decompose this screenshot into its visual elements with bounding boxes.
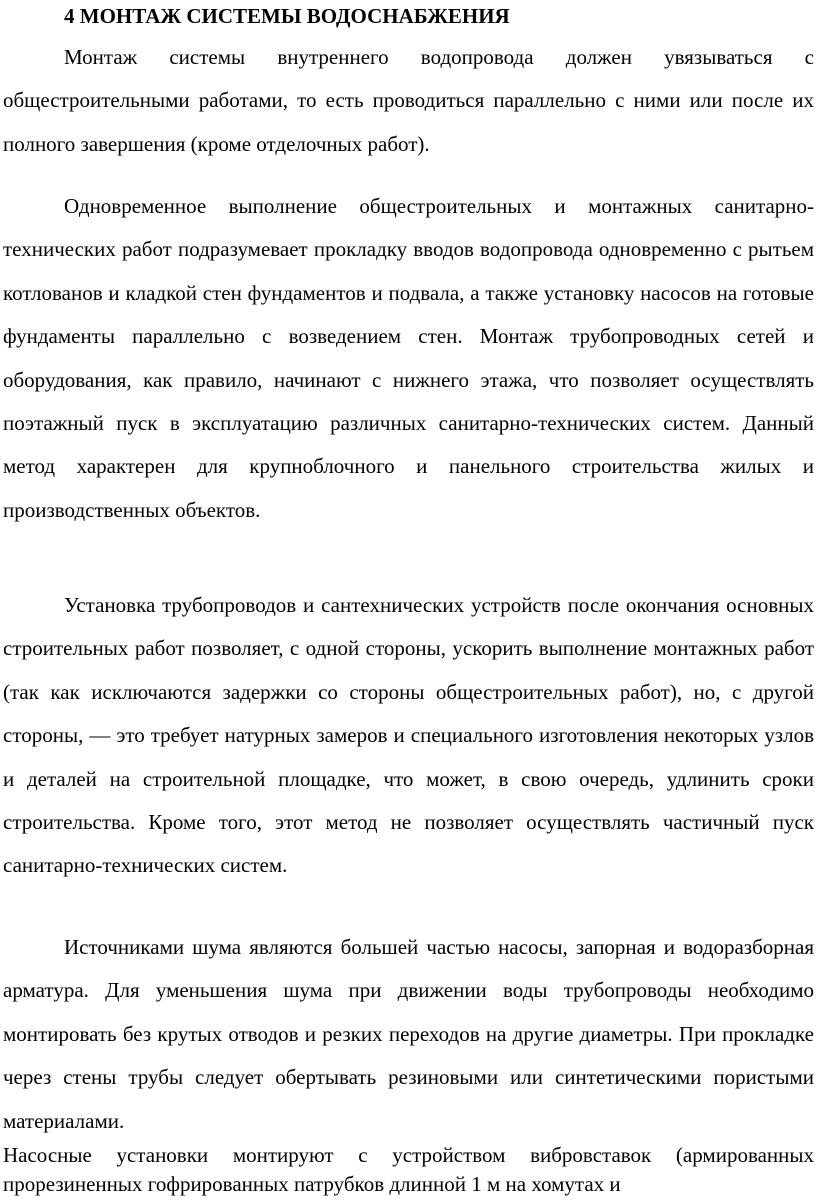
paragraph-4: Источниками шума являются большей частью насосы, запорная и водоразборная арматура. Для уменьшения шума при движении воды трубопроводы необходимо монтировать без крутых отводов и резких переходов на другие диаметры. При прокладке через стены трубы следует обертывать резиновыми или синтетическими пористыми материалами. [3,935,814,1133]
paragraph-1: Монтаж системы внутреннего водопровода должен увязываться с общестроительными работами, то есть проводиться параллельно с ними или после их полного завершения (кроме отделочных работ). [3,45,814,156]
paragraph-3: Установка трубопроводов и сантехнических устройств после окончания основных строительных работ позволяет, с одной стороны, ускорить выполнение монтажных работ (так как исключаются задержки со стороны общестроительных работ), но, с другой стороны, — это требует натурных замеров и специального изготовления некоторых узлов и деталей на строительной площадке, что может, в свою очередь, удлинить сроки строительства. Кроме того, этот метод не позволяет осуществлять частичный пуск санитарно-технических систем. [3,593,814,878]
section-heading: 4 МОНТАЖ СИСТЕМЫ ВОДОСНАБЖЕНИЯ [64,4,510,28]
paragraph-5: Насосные установки монтируют с устройством вибровставок (армированных прорезиненных гофрированных патрубков длинной 1 м на хомутах и [3,1143,814,1196]
paragraph-2: Одновременное выполнение общестроительных и монтажных санитарно-технических работ подразумевает прокладку вводов водопровода одновременно с рытьем котлованов и кладкой стен фундаментов и подвала, а также установку насосов на готовые фундаменты параллельно с возведением стен. Монтаж трубопроводных сетей и оборудования, как правило, начинают с нижнего этажа, что позволяет осуществлять поэтажный пуск в эксплуатацию различных санитарно-технических систем. Данный метод характерен для крупноблочного и панельного строительства жилых и производственных объектов. [3,194,814,522]
